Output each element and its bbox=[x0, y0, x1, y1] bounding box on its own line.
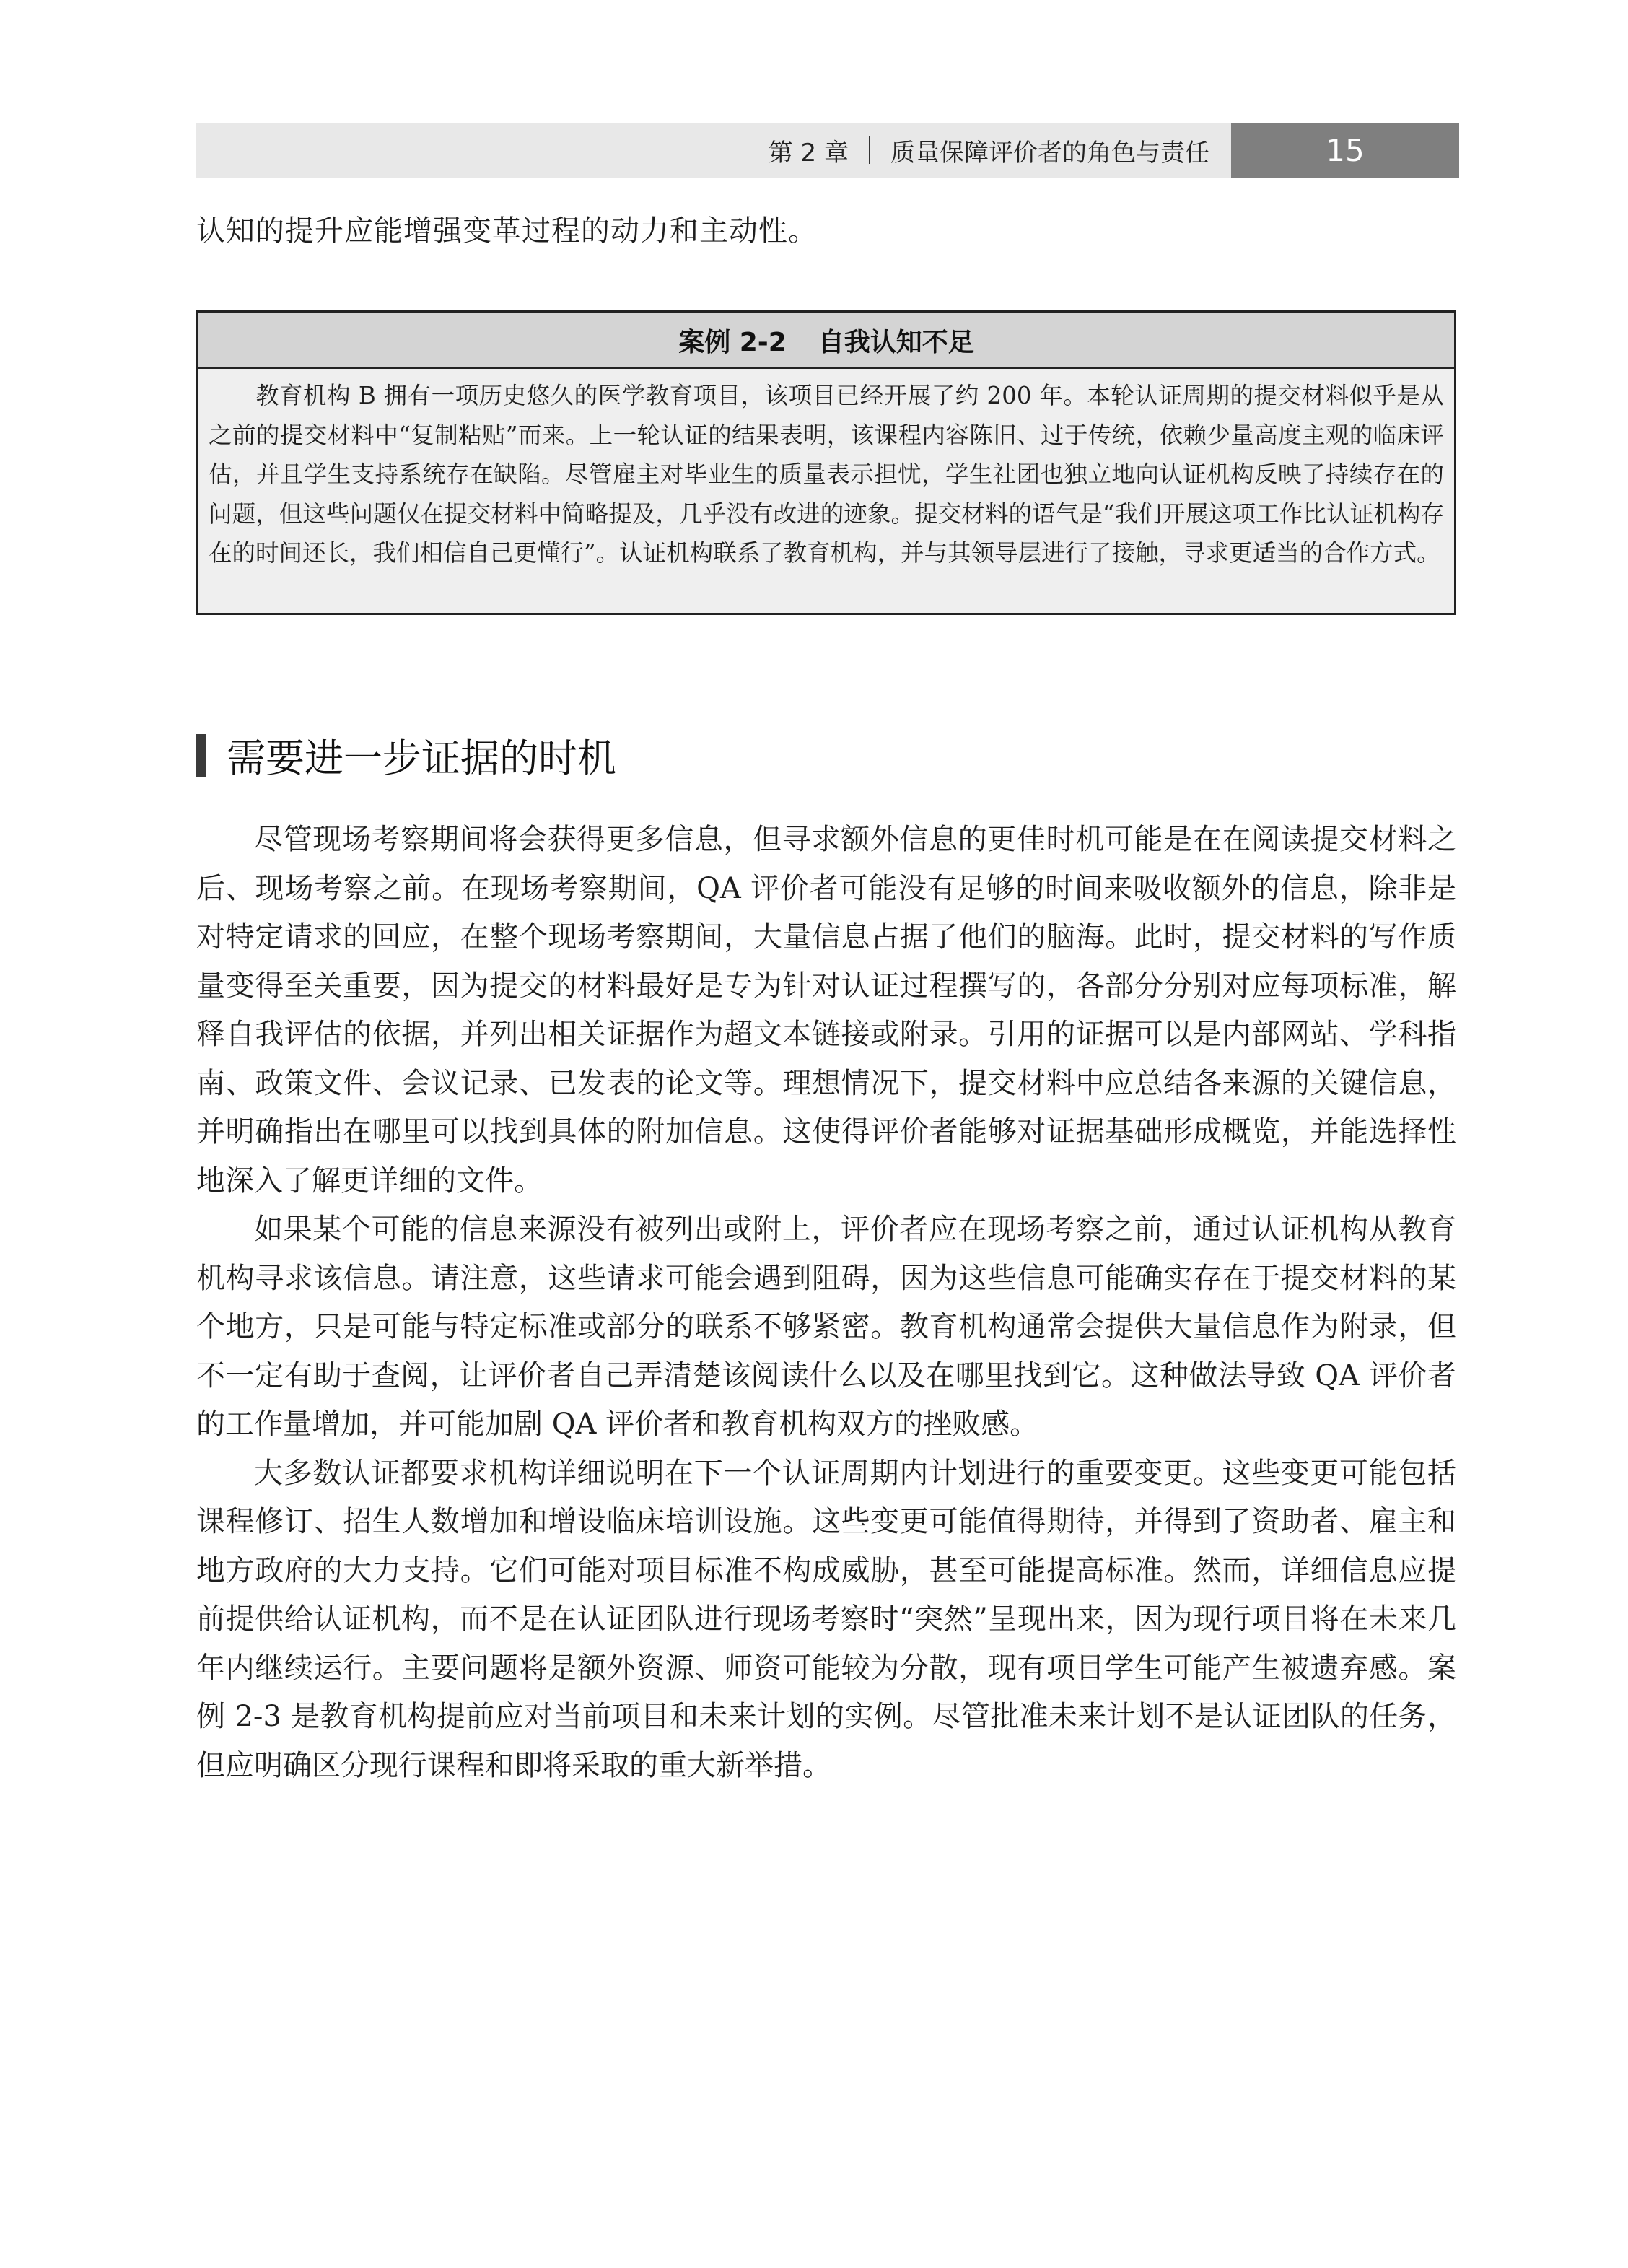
case-study-title-bar bbox=[198, 313, 1454, 369]
body-paragraph-2: 如果某个可能的信息来源没有被列出或附上，评价者应在现场考察之前，通过认证机构从教育机构寻求该信息。请注意，这些请求可能会遇到阻碍，因为这些信息可能确实存在于提交材料的某个地方，只是可能与特定标准或部分的联系不够紧密。教育机构通常会提供大量信息作为附录，但不一定有助于查阅，让评价者自己弄清楚该阅读什么以及在哪里找到它。这种做法导致 QA 评价者的工作量增加，并可能加剧 QA 评价者和教育机构双方的挫败感。 bbox=[196, 1213, 1456, 1441]
chapter-title: 质量保障评价者的角色与责任 bbox=[890, 138, 1209, 167]
section-heading bbox=[196, 728, 616, 783]
chapter-number: 第 2 章 bbox=[768, 138, 849, 167]
header-separator bbox=[869, 136, 870, 164]
case-study-box bbox=[196, 310, 1456, 615]
case-study-text: 教育机构 B 拥有一项历史悠久的医学教育项目，该项目已经开展了约 200 年。本轮认证周期的提交材料似乎是从之前的提交材料中“复制粘贴”而来。上一轮认证的结果表明，该课程内容陈旧、过于传统，依赖少量高度主观的临床评估，并且学生支持系统存在缺陷。尽管雇主对毕业生的质量表示担忧，学生社团也独立地向认证机构反映了持续存在的问题，但这些问题仅在提交材料中简略提及，几乎没有改进的迹象。提交材料的语气是“我们开展这项工作比认证机构存在的时间还长，我们相信自己更懂行”。认证机构联系了教育机构，并与其领导层进行了接触，寻求更适当的合作方式。 bbox=[209, 382, 1444, 567]
body-paragraph-3: 大多数认证都要求机构详细说明在下一个认证周期内计划进行的重要变更。这些变更可能包括课程修订、招生人数增加和增设临床培训设施。这些变更可能值得期待，并得到了资助者、雇主和地方政府的大力支持。它们可能对项目标准不构成威胁，甚至可能提高标准。然而，详细信息应提前提供给认证机构，而不是在认证团队进行现场考察时“突然”呈现出来，因为现行项目将在未来几年内继续运行。主要问题将是额外资源、师资可能较为分散，现有项目学生可能产生被遗弃感。案例 2-3 是教育机构提前应对当前项目和未来计划的实例。尽管批准未来计划不是认证团队的任务，但应明确区分现行课程和即将采取的重大新举措。 bbox=[196, 1456, 1456, 1782]
body-paragraph-1: 尽管现场考察期间将会获得更多信息，但寻求额外信息的更佳时机可能是在在阅读提交材料之后、现场考察之前。在现场考察期间，QA 评价者可能没有足够的时间来吸收额外的信息，除非是对特定请求的回应，在整个现场考察期间，大量信息占据了他们的脑海。此时，提交材料的写作质量变得至关重要，因为提交的材料最好是专为针对认证过程撰写的，各部分分别对应每项标准，解释自我评估的依据，并列出相关证据作为超文本链接或附录。引用的证据可以是内部网站、学科指南、政策文件、会议记录、已发表的论文等。理想情况下，提交材料中应总结各来源的关键信息，并明确指出在哪里可以找到具体的附加信息。这使得评价者能够对证据基础形成概览，并能选择性地深入了解更详细的文件。 bbox=[196, 823, 1456, 1198]
heading-marker-bar bbox=[196, 734, 206, 777]
section-body bbox=[196, 816, 1456, 1790]
case-study-label: 案例 2-2 bbox=[678, 327, 787, 357]
page-number: 15 bbox=[1231, 123, 1459, 178]
running-header-chapter bbox=[196, 123, 1231, 178]
section-heading-text: 需要进一步证据的时机 bbox=[227, 736, 616, 781]
running-header bbox=[196, 123, 1459, 178]
case-study-title: 自我认知不足 bbox=[818, 327, 974, 357]
continued-paragraph: 认知的提升应能增强变革过程的动力和主动性。 bbox=[196, 214, 818, 248]
